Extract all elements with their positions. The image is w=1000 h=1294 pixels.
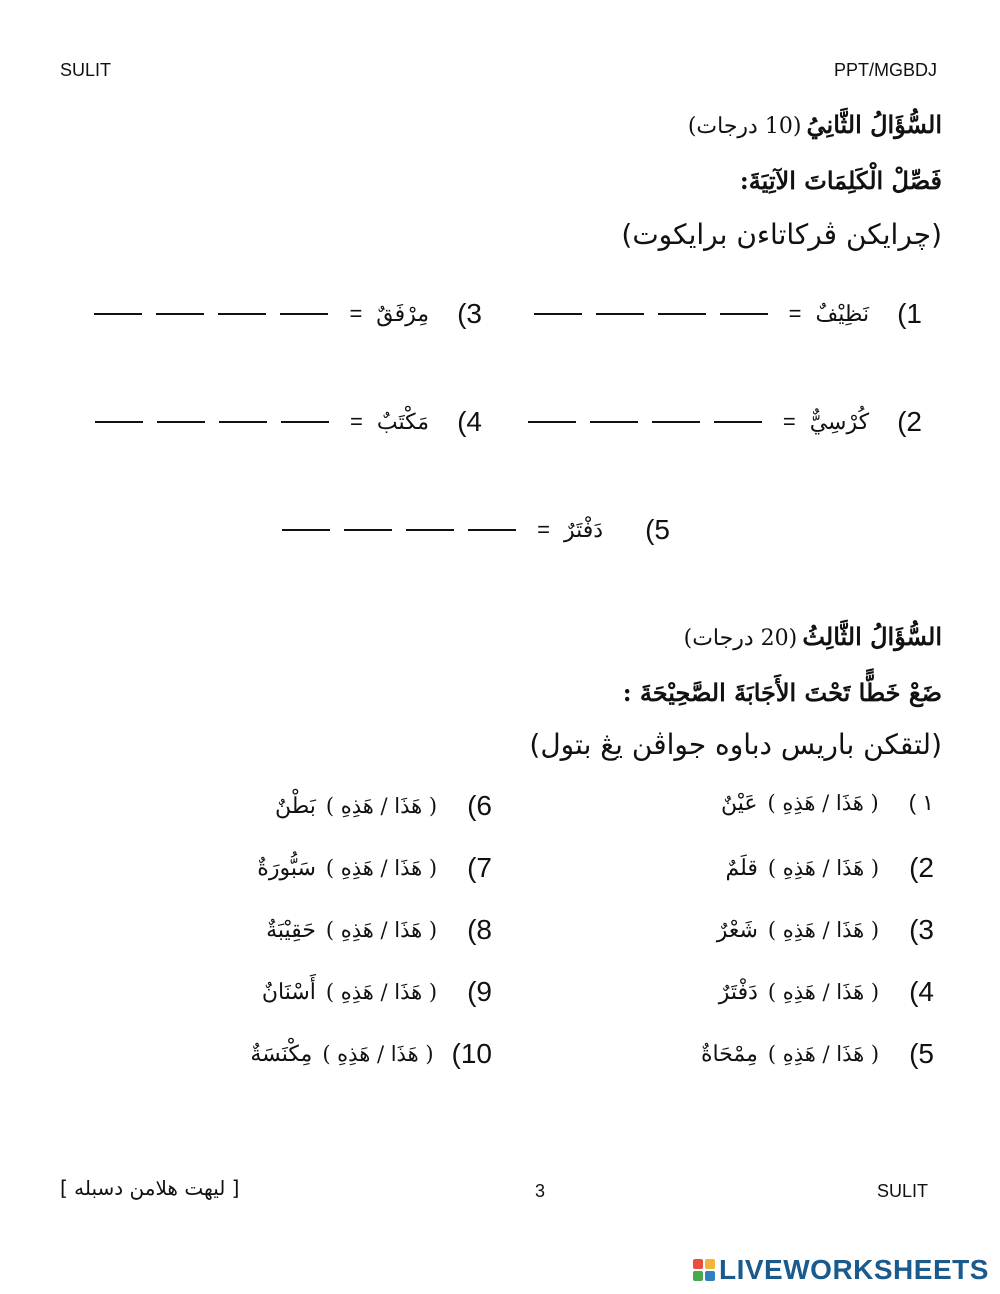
footer-turn-page: [ ليهت هلامن دسبله ]	[60, 1176, 240, 1200]
item-word: بَطْنٌ	[274, 793, 316, 819]
item-word: مِمْحَاةٌ	[700, 1041, 758, 1067]
choice-options[interactable]: ( هَذَا / هَذِهِ )	[325, 980, 438, 1004]
choice-options[interactable]: ( هَذَا / هَذِهِ )	[767, 1042, 880, 1066]
answer-blanks[interactable]	[527, 313, 775, 315]
item-word: دَفْتَرٌ	[718, 979, 758, 1005]
q2-item-5	[275, 514, 670, 546]
q3-instruction: ضَعْ خَطًّا تَحْتَ الأَجَابَةَ الصَّحِيْحَةَ :	[622, 678, 942, 707]
item-word: حَقِيْبَةٌ	[266, 917, 316, 943]
item-number: 5)	[645, 514, 670, 545]
q3-item-8	[266, 914, 492, 946]
q2-title: السُّؤَالُ الثَّانِيُ	[806, 110, 942, 139]
item-number: 7)	[467, 852, 492, 883]
answer-blanks[interactable]	[521, 421, 769, 423]
equals-sign: =	[350, 409, 363, 434]
item-word: قلَمٌ	[725, 855, 758, 881]
q3-item-2	[725, 852, 934, 884]
item-number: 6)	[467, 790, 492, 821]
q3-title: السُّؤَالُ الثَّالِثُ	[802, 622, 942, 651]
answer-blanks[interactable]	[275, 529, 523, 531]
item-number: 10)	[451, 1038, 492, 1069]
q3-item-6	[275, 790, 492, 822]
q2-item-1	[527, 298, 922, 330]
answer-blanks[interactable]	[87, 313, 335, 315]
choice-options[interactable]: ( هَذَا / هَذِهِ )	[767, 980, 880, 1004]
q3-jawi: (لتقكن باريس دباوه جواڤن يڠ بتول)	[529, 728, 942, 761]
answer-blanks[interactable]	[88, 421, 336, 423]
equals-sign: =	[537, 517, 550, 542]
item-word: سَبُّورَةٌ	[257, 855, 316, 881]
q2-item-4	[88, 406, 482, 438]
item-number: 2)	[909, 852, 934, 883]
equals-sign: =	[782, 409, 796, 434]
item-number: 4)	[909, 976, 934, 1007]
header-left: SULIT	[60, 60, 112, 80]
q2-jawi: (چرايكن ڤركاتاءن برايكوت)	[621, 218, 942, 251]
item-word: نَظِيْفٌ	[815, 301, 870, 327]
item-number: 3)	[909, 914, 934, 945]
page-number: 3	[535, 1181, 546, 1201]
item-number: 2)	[897, 406, 922, 437]
choice-options[interactable]: ( هَذَا / هَذِهِ )	[325, 918, 438, 942]
footer-right: SULIT	[876, 1181, 928, 1201]
q3-heading	[684, 622, 942, 651]
q3-marks: (20 درجات)	[683, 626, 798, 651]
item-number: ١ )	[908, 790, 934, 815]
item-number: 4)	[457, 406, 482, 437]
item-number: 5)	[909, 1038, 934, 1069]
item-number: 9)	[467, 976, 492, 1007]
q3-item-9	[262, 976, 492, 1008]
q2-instruction: فَصِّلْ الْكَلِمَاتَ الآتِيَةَ:	[739, 166, 942, 195]
item-number: 8)	[467, 914, 492, 945]
item-word: عَيْنٌ	[721, 790, 758, 816]
header-right: PPT/MGBDJ	[833, 60, 937, 80]
item-word: كُرْسِيٌّ	[809, 409, 870, 435]
item-number: 1)	[897, 298, 922, 329]
q2-marks: (10 درجات)	[687, 114, 802, 139]
q3-item-7	[257, 852, 492, 884]
item-word: أَسْنَانٌ	[261, 979, 316, 1005]
choice-options[interactable]: ( هَذَا / هَذِهِ )	[767, 856, 880, 880]
item-number: 3)	[457, 298, 482, 329]
choice-options[interactable]: ( هَذَا / هَذِهِ )	[325, 856, 438, 880]
item-word: مِرْفَقٌ	[376, 301, 430, 327]
q2-item-2	[521, 406, 922, 438]
logo-text: LIVEWORKSHEETS	[719, 1254, 989, 1285]
q2-heading	[688, 110, 942, 139]
q3-item-10	[250, 1038, 492, 1070]
item-word: شَعْرٌ	[716, 917, 758, 943]
equals-sign: =	[349, 301, 363, 326]
item-word: مَكْتَبٌ	[376, 409, 430, 435]
q3-item-1	[721, 790, 934, 816]
item-word: دَفْتَرٌ	[564, 517, 604, 543]
choice-options[interactable]: ( هَذَا / هَذِهِ )	[767, 791, 879, 815]
liveworksheets-logo	[693, 1254, 989, 1286]
q3-item-5	[701, 1038, 934, 1070]
choice-options[interactable]: ( هَذَا / هَذِهِ )	[322, 1042, 434, 1066]
choice-options[interactable]: ( هَذَا / هَذِهِ )	[325, 794, 438, 818]
q3-item-3	[717, 914, 934, 946]
choice-options[interactable]: ( هَذَا / هَذِهِ )	[767, 918, 880, 942]
q2-item-3	[87, 298, 482, 330]
item-word: مِكْنَسَةٌ	[250, 1041, 313, 1067]
q3-item-4	[719, 976, 934, 1008]
logo-icon	[693, 1259, 715, 1281]
equals-sign: =	[788, 301, 802, 326]
